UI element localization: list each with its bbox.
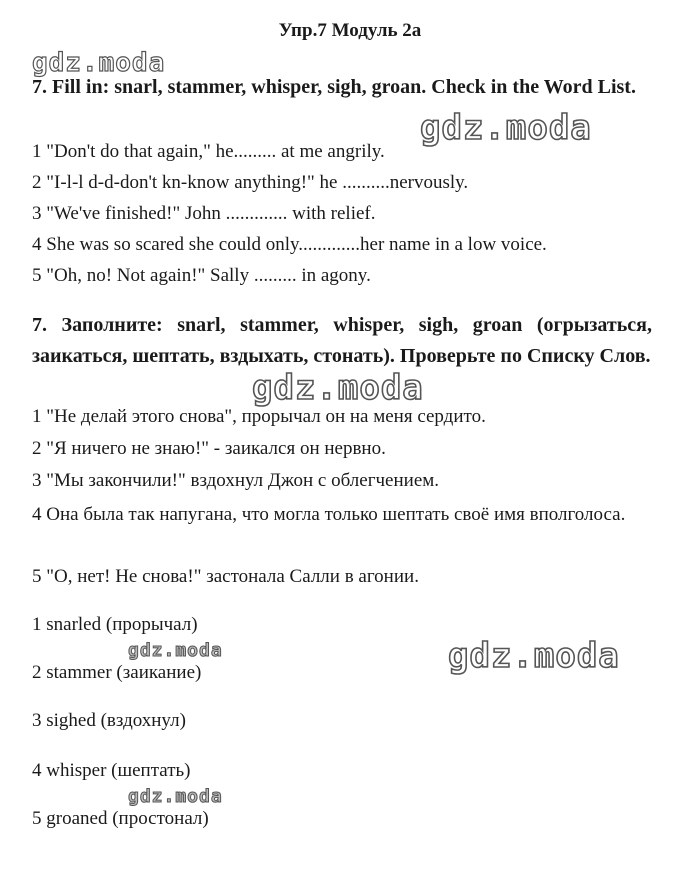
russian-item: 5 "О, нет! Не снова!" застонала Салли в агонии. [32, 566, 419, 587]
watermark: gdz.moda [252, 368, 424, 408]
watermark: gdz.moda [32, 48, 166, 78]
watermark: gdz.moda [420, 108, 592, 148]
english-item: 3 "We've finished!" John ............. with relief. [32, 203, 376, 224]
russian-item: 3 "Мы закончили!" вздохнул Джон с облегчением. [32, 470, 440, 491]
answer-item: 3 sighed (вздохнул) [32, 710, 186, 731]
english-item: 4 She was so scared she could only.............her name in a low voice. [32, 234, 547, 255]
russian-item: 2 "Я ничего не знаю!" - заикался он нервно. [32, 438, 386, 459]
english-item: 5 "Oh, no! Not again!" Sally ......... in agony. [32, 265, 371, 286]
english-heading: 7. Fill in: snarl, stammer, whisper, sigh, groan. Check in the Word List. [32, 76, 636, 98]
watermark: gdz.moda [448, 636, 620, 676]
russian-item: 4 Она была так напугана, что могла только шептать своё имя вполголоса. [32, 504, 626, 525]
page-title: Упр.7 Модуль 2а [278, 20, 422, 41]
russian-item: 1 "Не делай этого снова", прорычал он на меня сердито. [32, 406, 486, 427]
answer-item: 4 whisper (шептать) [32, 760, 191, 781]
answer-item: 1 snarled (прорычал) [32, 614, 198, 635]
answer-item: 2 stammer (заикание) [32, 662, 202, 683]
answer-item: 5 groaned (простонал) [32, 808, 209, 829]
english-item: 2 "I-l-l d-d-don't kn-know anything!" he ..........nervously. [32, 172, 469, 193]
watermark: gdz.moda [128, 640, 223, 661]
russian-heading: 7. Заполните: snarl, stammer, whisper, sigh, groan (огрызаться, заикаться, шептать, вздыхать, стонать). Проверьте по Списку Слов. [32, 314, 652, 367]
english-item: 1 "Don't do that again," he......... at me angrily. [32, 141, 385, 162]
watermark: gdz.moda [128, 786, 223, 807]
